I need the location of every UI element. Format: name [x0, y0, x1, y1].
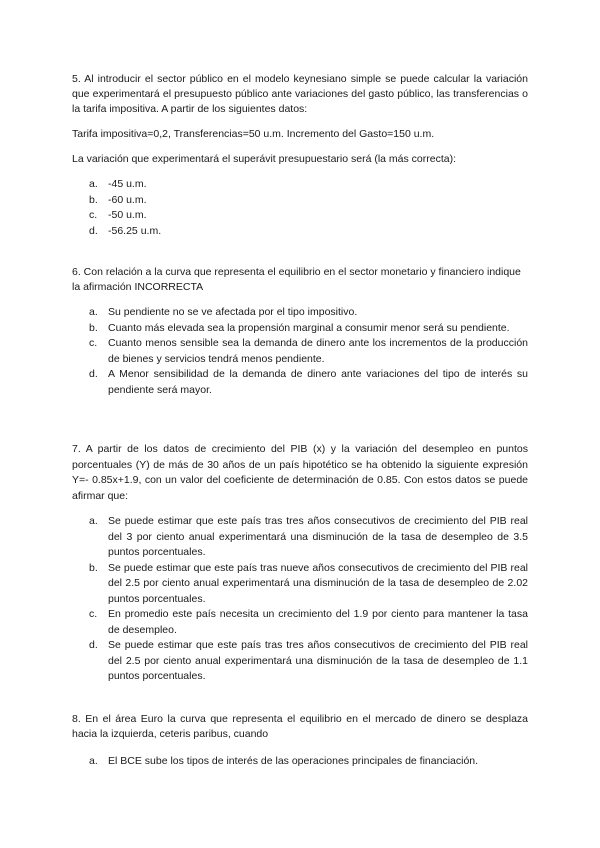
option-text: Cuanto más elevada sea la propensión marginal a consumir menor será su pendiente. — [108, 321, 510, 334]
option — [89, 193, 528, 209]
option-label: b. — [89, 193, 98, 206]
question-5 — [72, 72, 528, 239]
option-label: d. — [89, 639, 98, 651]
option-label: c. — [89, 608, 98, 620]
question-7-options — [89, 514, 528, 685]
question-6 — [72, 265, 528, 398]
option-label: a. — [89, 755, 98, 767]
question-7 — [72, 442, 528, 685]
question-7-stem: 7. A partir de los datos de crecimiento del PIB (x) y la variación del desempleo en puntos porcentuales (Y) de más de 30 años de un país hipotético se ha obtenido la siguiente expresión Y=- 0.85x+1.9, con un valor del coeficiente de determinación de 0.85. Con estos datos se puede afirmar que: — [72, 443, 528, 502]
option-label: a. — [89, 306, 98, 318]
option — [89, 754, 528, 770]
option — [89, 561, 528, 608]
option-label: d. — [89, 224, 98, 237]
option-label: c. — [89, 209, 98, 221]
option-label: b. — [89, 561, 98, 574]
option-text: El BCE sube los tipos de interés de las operaciones principales de financiación. — [108, 755, 479, 767]
option-label: d. — [89, 368, 98, 380]
question-6-options — [89, 305, 528, 398]
question-5-stem: 5. Al introducir el sector público en el modelo keynesiano simple se puede calcular la variación que experimentará el presupuesto público ante variaciones del gasto público, las transferencias o la tarifa impositiva. A partir de los siguientes datos: — [72, 73, 528, 115]
question-8-stem: 8. En el área Euro la curva que representa el equilibrio en el mercado de dinero se desplaza hacia la izquierda, ceteris paribus, cuando — [72, 713, 528, 740]
option — [89, 638, 528, 685]
option-text: A Menor sensibilidad de la demanda de dinero ante variaciones del tipo de interés su pendiente será mayor. — [108, 368, 528, 396]
option-label: b. — [89, 321, 98, 334]
question-8-options — [89, 754, 528, 770]
option — [89, 367, 528, 398]
option-label: c. — [89, 337, 98, 349]
option — [89, 336, 528, 367]
option — [89, 321, 528, 337]
question-6-stem: 6. Con relación a la curva que representa el equilibrio en el sector monetario y financiero indique la afirmación INCORRECTA — [72, 266, 521, 293]
option — [89, 208, 528, 224]
option-label: a. — [89, 178, 98, 190]
question-5-prompt: La variación que experimentará el superávit presupuestario será (la más correcta): — [72, 153, 457, 165]
option-text: -56.25 u.m. — [108, 224, 162, 237]
question-5-data: Tarifa impositiva=0,2, Transferencias=50 u.m. Incremento del Gasto=150 u.m. — [72, 128, 435, 140]
option-text: Se puede estimar que este país tras tres años consecutivos de crecimiento del PIB real del 3 por ciento anual experimentará una disminución de la tasa de desempleo de 3.5 puntos porcentuales. — [108, 515, 528, 558]
option — [89, 224, 528, 240]
option-text: Se puede estimar que este país tras tres años consecutivos de crecimiento del PIB real del 2.5 por ciento anual experimentará una disminución de la tasa de desempleo de 1.1 puntos porcentuales. — [108, 639, 528, 682]
option — [89, 177, 528, 193]
question-5-options — [89, 177, 528, 239]
option-text: -60 u.m. — [108, 193, 147, 206]
option-text: En promedio este país necesita un crecimiento del 1.9 por ciento para mantener la tasa de desempleo. — [108, 608, 528, 636]
option-text: Cuanto menos sensible sea la demanda de dinero ante los incrementos de la producción de bienes y servicios tendrá menos pendiente. — [108, 337, 528, 365]
option-text: Se puede estimar que este país tras nueve años consecutivos de crecimiento del PIB real del 2.5 por ciento anual experimentará una disminución de la tasa de desempleo de 2.02 puntos porcentuales. — [108, 561, 528, 605]
option — [89, 305, 528, 321]
option-text: -45 u.m. — [108, 178, 147, 190]
option-label: a. — [89, 515, 98, 527]
option-text: Su pendiente no se ve afectada por el tipo impositivo. — [108, 306, 358, 318]
option — [89, 607, 528, 638]
option — [89, 514, 528, 561]
question-8 — [72, 712, 528, 770]
option-text: -50 u.m. — [108, 209, 147, 221]
